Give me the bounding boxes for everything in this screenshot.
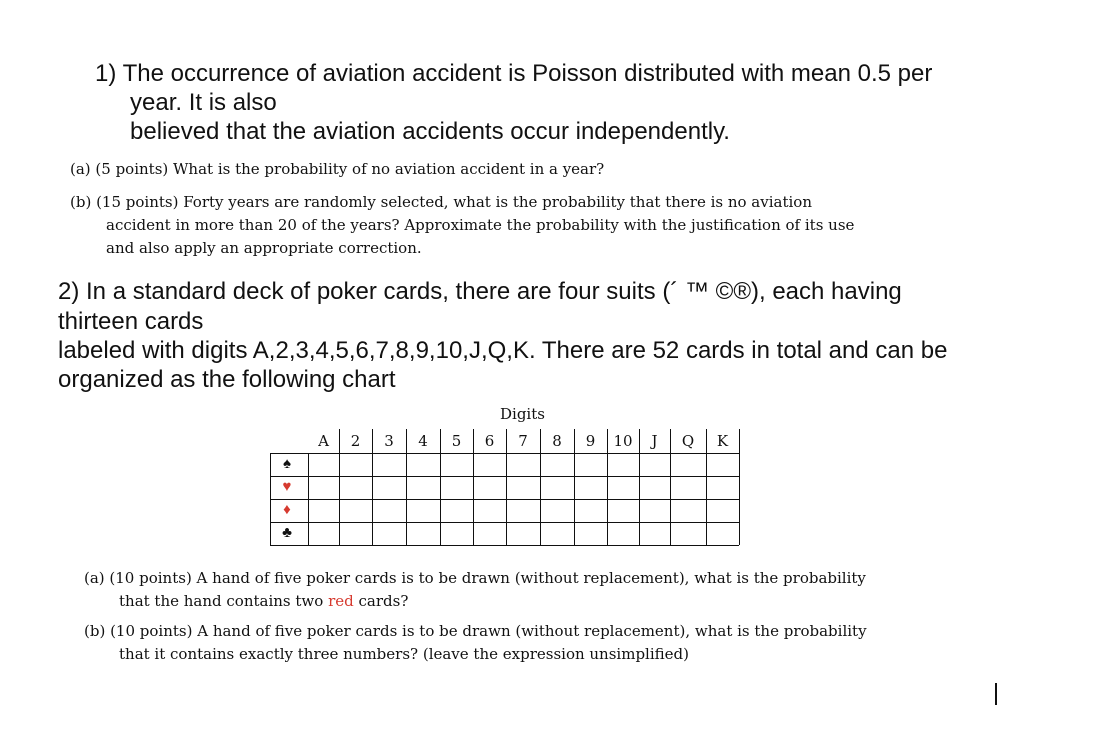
column-header-4: 4 — [418, 432, 428, 450]
grid-hline — [270, 522, 739, 523]
column-header-j: J — [651, 432, 658, 450]
column-header-5: 5 — [451, 432, 462, 450]
q2-line-3: labeled with digits A,2,3,4,5,6,7,8,9,10,J,Q,K. There are 52 cards in total and can be — [58, 337, 948, 364]
grid-vline — [540, 429, 541, 545]
grid-vline — [639, 429, 640, 545]
red-word: red — [328, 592, 354, 610]
grid-vline — [574, 429, 575, 545]
q1-line-2: year. It is also — [130, 89, 277, 116]
text-cursor — [995, 683, 997, 705]
grid-hline — [270, 476, 739, 477]
suit-icon-3: ♣ — [282, 525, 292, 541]
column-header-9: 9 — [585, 432, 596, 450]
q2-part-a-line-2 — [119, 590, 408, 613]
column-header-2: 2 — [350, 432, 361, 450]
q2-line-4: organized as the following chart — [58, 366, 396, 393]
q2-part-b-line-2: that it contains exactly three numbers? (leave the expression unsimplified) — [119, 645, 689, 663]
q2-line-2: thirteen cards — [58, 308, 204, 335]
grid-vline — [506, 429, 507, 545]
q1-part-b-line-1: (b) (15 points) Forty years are randomly selected, what is the probability that there is no aviation — [70, 193, 812, 211]
q1-part-b-line-2: accident in more than 20 of the years? Approximate the probability with the justification of its use — [106, 216, 855, 234]
q1-part-a: (a) (5 points) What is the probability of no aviation accident in a year? — [70, 160, 605, 178]
column-header-7: 7 — [518, 432, 528, 450]
grid-hline — [270, 453, 739, 454]
grid-vline — [440, 429, 441, 545]
column-header-8: 8 — [552, 432, 562, 450]
suit-icon-2: ♦ — [283, 502, 291, 518]
grid-vline — [339, 429, 340, 545]
grid-hline — [270, 499, 739, 500]
grid-vline — [670, 429, 671, 545]
q2-part-a-end: cards? — [358, 592, 409, 610]
grid-vline — [406, 429, 407, 545]
q1-line-1: 1) The occurrence of aviation accident is Poisson distributed with mean 0.5 per — [95, 60, 933, 87]
q1-line-3: believed that the aviation accidents occur independently. — [130, 118, 730, 145]
suit-icon-1: ♥ — [282, 479, 292, 495]
grid-vline — [473, 429, 474, 545]
grid-vline — [607, 429, 608, 545]
grid-hline — [270, 545, 739, 546]
column-header-6: 6 — [484, 432, 495, 450]
column-header-k: K — [716, 432, 729, 450]
column-header-q: Q — [681, 432, 695, 450]
q2-part-a-line-1: (a) (10 points) A hand of five poker cards is to be drawn (without replacement), what is the probability — [84, 569, 866, 587]
column-header-10: 10 — [613, 432, 633, 450]
grid-vline — [706, 429, 707, 545]
column-header-a: A — [318, 432, 329, 450]
grid-vline — [372, 429, 373, 545]
q2-line-1: 2) In a standard deck of poker cards, there are four suits (´ ™ ©®), each having — [58, 278, 902, 305]
q2-part-b-line-1: (b) (10 points) A hand of five poker cards is to be drawn (without replacement), what is the probability — [84, 622, 867, 640]
suit-icon-0: ♠ — [283, 456, 291, 472]
q2-part-a-text: that the hand contains two — [119, 592, 324, 610]
chart-title: Digits — [500, 405, 545, 423]
column-header-3: 3 — [384, 432, 394, 450]
q1-part-b-line-3: and also apply an appropriate correction. — [106, 239, 422, 257]
grid-vline — [739, 429, 740, 545]
